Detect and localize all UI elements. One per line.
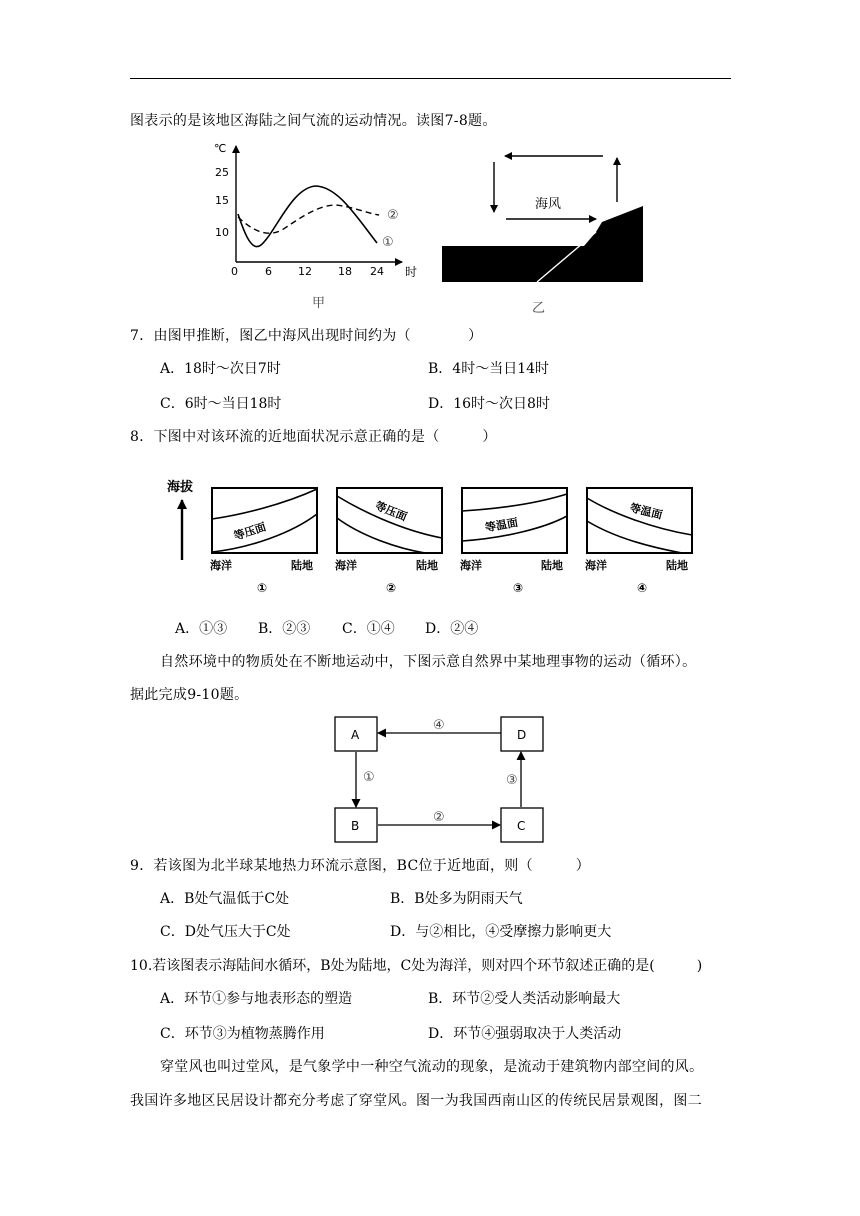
x-tick-24: 24 [370, 265, 384, 278]
q8-stem: 8．下图中对该环流的近地面状况示意正确的是（ ） [130, 429, 497, 445]
box-d [501, 717, 543, 751]
panel-4-num: ④ [637, 581, 648, 595]
panel-2-num: ② [386, 581, 397, 595]
panel-2-left: 海洋 [335, 559, 357, 572]
q9-option-c[interactable]: C．D处气压大于C处 [160, 924, 291, 940]
q9-option-b[interactable]: B．B处多为阴雨天气 [390, 891, 523, 907]
q10-stem: 10.若该图表示海陆间水循环，B处为陆地，C处为海洋，则对四个环节叙述正确的是( ) [130, 958, 703, 974]
q7-option-c[interactable]: C．6时～当日18时 [160, 396, 282, 412]
x-tick-18: 18 [338, 265, 352, 278]
cycle-diagram [0, 710, 860, 850]
y-tick-25: 25 [215, 166, 229, 179]
panel-1-surface: 等压面 [232, 520, 268, 543]
altitude-label: 海拔 [167, 480, 194, 495]
curve-label-1: ① [382, 235, 394, 250]
q10-option-a[interactable]: A．环节①参与地表形态的塑造 [160, 991, 353, 1007]
curve-label-2: ② [387, 208, 399, 223]
q8-figure [0, 460, 860, 600]
q7-stem: 7．由图甲推断，图乙中海风出现时间约为（ ） [130, 328, 483, 344]
panel-4-surface: 等温面 [628, 501, 664, 522]
sea-breeze-label: 海风 [535, 197, 562, 212]
x-tick-0: 0 [231, 265, 238, 278]
q7-option-d[interactable]: D．16时～次日8时 [428, 396, 550, 412]
caption-jia: 甲 [312, 296, 326, 311]
panel-3-right: 陆地 [541, 559, 563, 572]
arrow-3-label: ③ [506, 773, 518, 788]
q8-option-a[interactable]: A．①③ [175, 621, 228, 637]
q10-option-c[interactable]: C．环节③为植物蒸腾作用 [160, 1026, 325, 1042]
panel-1-right: 陆地 [291, 559, 313, 572]
x-tick-6: 6 [265, 265, 272, 278]
svg-text:B: B [351, 819, 360, 833]
panel-2-surface: 等压面 [373, 499, 409, 524]
panel-4-left: 海洋 [585, 559, 607, 572]
svg-text:C: C [517, 819, 526, 833]
passage-line2: 我国许多地区民居设计都充分考虑了穿堂风。图一为我国西南山区的传统民居景观图，图二 [130, 1093, 702, 1109]
intro-7-8: 图表示的是该地区海陆之间气流的运动情况。读图7-8题。 [130, 113, 497, 129]
intro-9-10-line1: 自然环境中的物质处在不断地运动中，下图示意自然界中某地理事物的运动（循环）。 [160, 654, 697, 670]
arrow-1-label: ① [363, 770, 375, 785]
y-tick-10: 10 [215, 226, 229, 239]
q9-option-a[interactable]: A．B处气温低于C处 [160, 891, 290, 907]
x-tick-12: 12 [298, 265, 312, 278]
panel-3-left: 海洋 [460, 559, 482, 572]
q8-option-b[interactable]: B．②③ [258, 621, 311, 637]
panel-2-right: 陆地 [416, 559, 438, 572]
panel-4-right: 陆地 [666, 559, 688, 572]
q10-option-b[interactable]: B．环节②受人类活动影响最大 [428, 991, 621, 1007]
arrow-4-label: ④ [433, 718, 445, 733]
panel-3-num: ③ [513, 581, 524, 595]
q8-panel-1 [210, 488, 317, 595]
panel-3-surface: 等温面 [484, 515, 519, 535]
caption-yi: 乙 [532, 301, 546, 316]
intro-9-10-line2: 据此完成9-10题。 [130, 687, 249, 703]
y-tick-15: 15 [215, 194, 229, 207]
q9-option-d[interactable]: D．与②相比，④受摩擦力影响更大 [390, 924, 612, 940]
q8-panel-3 [460, 488, 567, 595]
q7-option-b[interactable]: B．4时～当日14时 [428, 361, 550, 377]
panel-1-num: ① [257, 581, 268, 595]
q7-option-a[interactable]: A．18时～次日7时 [160, 361, 281, 377]
x-unit-label: 时 [405, 265, 418, 279]
q8-option-c[interactable]: C．①④ [342, 621, 395, 637]
svg-text:D: D [517, 728, 527, 742]
arrow-2-label: ② [433, 810, 445, 825]
unit-label: ℃ [214, 142, 227, 155]
land-silhouette [442, 206, 643, 282]
curve-1-solid [238, 186, 377, 247]
figure-jia-temperature-graph [0, 0, 860, 330]
passage-line1: 穿堂风也叫过堂风，是气象学中一种空气流动的现象，是流动于建筑物内部空间的风。 [160, 1059, 704, 1075]
q8-panel-4 [585, 488, 692, 595]
panel-1-left: 海洋 [210, 559, 232, 572]
q8-panel-2 [335, 488, 442, 595]
q9-stem: 9．若该图为北半球某地热力环流示意图，BC位于近地面，则（ ） [130, 858, 591, 874]
box-b [335, 808, 377, 842]
box-c [501, 808, 543, 842]
box-a [335, 717, 377, 751]
q10-option-d[interactable]: D．环节④强弱取决于人类活动 [428, 1026, 622, 1042]
svg-text:A: A [351, 728, 360, 742]
q8-option-d[interactable]: D．②④ [425, 621, 479, 637]
